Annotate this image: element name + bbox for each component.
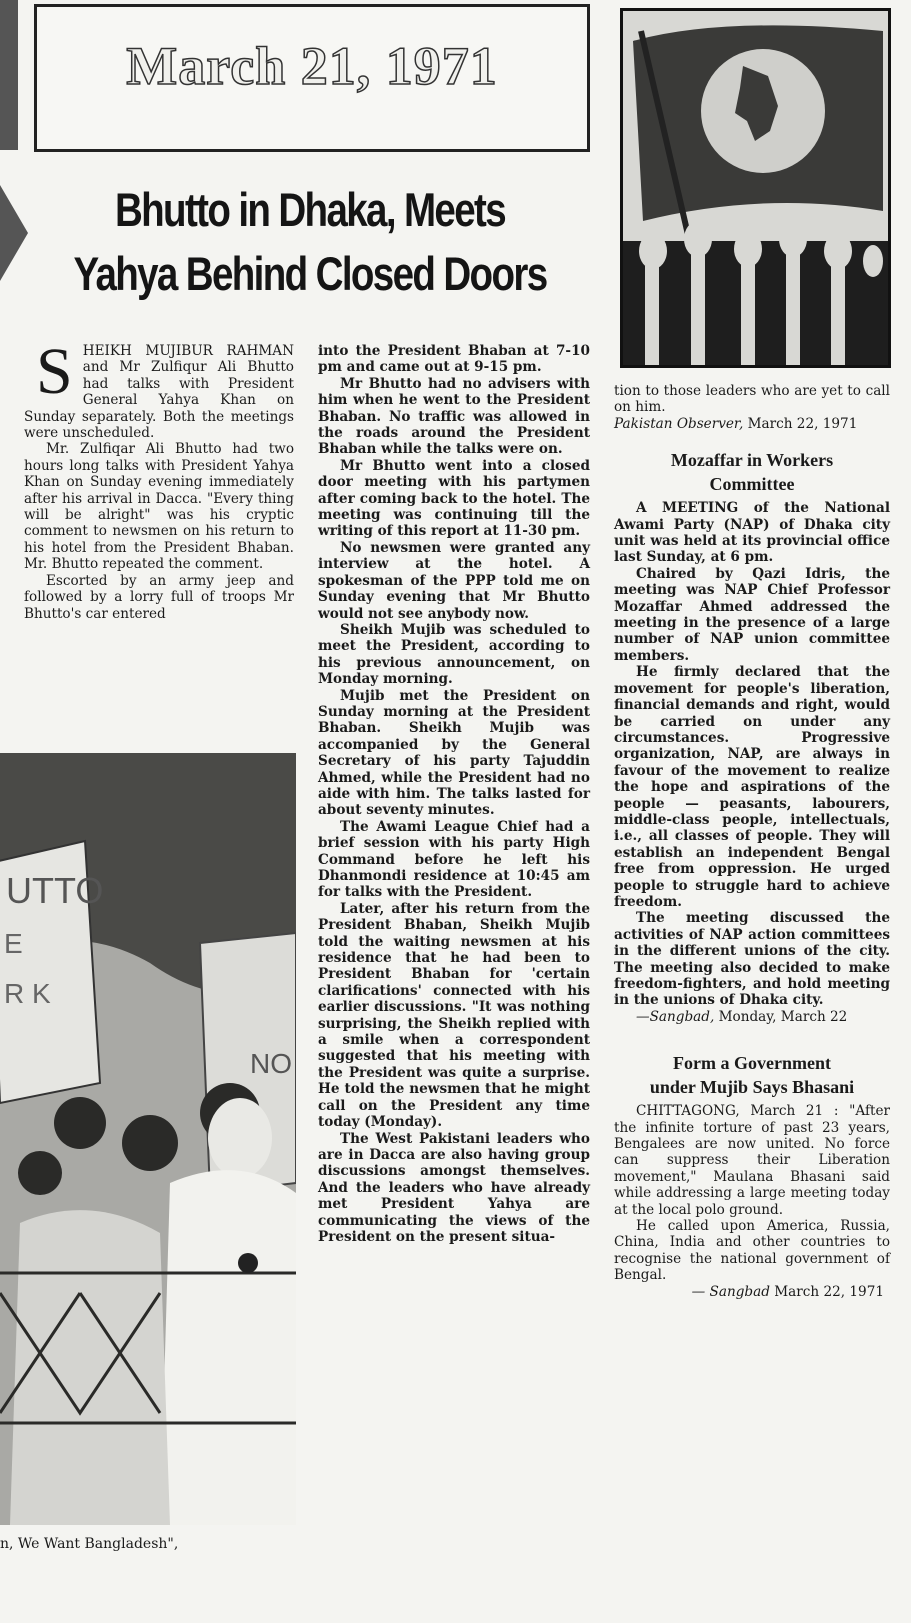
- paragraph: HEIKH MUJIBUR RAHMAN and Mr Zulfiqur Ali Bhutto had talks with President General Yahya Khan on Sunday separately. Both the meetings were unscheduled.: [24, 343, 294, 442]
- headline-line-1: Bhutto in Dhaka, Meets: [114, 183, 506, 236]
- paragraph: The meeting discussed the activities of NAP action committees in the different unions of the city. The meeting also decided to make freedom-fighters, and hold meeting in the unions of Dhaka city.: [614, 910, 890, 1009]
- paragraph: Later, after his return from the President Bhaban, Sheikh Mujib told the waiting newsmen at his residence that he had been to President Bhaban for 'certain clarifications' connected with his earlier discussions. "It was nothing surprising, the Sheikh replied with a smile when a correspondent suggested that his meeting with the President was quite a surprise. He told the newsmen that he might call on the President any time today (Monday).: [318, 900, 590, 1131]
- paragraph: Escorted by an army jeep and followed by a lorry full of troops Mr Bhutto's car entered: [24, 572, 294, 622]
- subheading: Mozaffar in Workers: [670, 450, 834, 471]
- source-line: [614, 416, 890, 432]
- source-date: Monday, March 22: [718, 1008, 848, 1025]
- paragraph: He firmly declared that the movement for people's liberation, financial demands and right, would be carried on under any circumstances. Progressive organization, NAP, are always in favour of the movement to realize the hope and aspirations of the people — peasants, labourers, middle-class people, intellectuals, i.e., all classes of people. They will establish an independent Bengal free from oppression. He urged people to struggle hard to achieve freedom.: [614, 664, 890, 910]
- subheading: Form a Government: [673, 1053, 831, 1074]
- paragraph: tion to those leaders who are yet to call on him.: [614, 383, 890, 416]
- paragraph: He called upon America, Russia, China, India and other countries to recognise the national government of Bengal.: [614, 1218, 890, 1284]
- source-date: March 22, 1971: [747, 415, 858, 432]
- subheading: under Mujib Says Bhasani: [649, 1077, 855, 1098]
- photo-caption: n, We Want Bangladesh",: [0, 1536, 179, 1552]
- source-line: [614, 1009, 890, 1025]
- left-edge-arrow: [0, 185, 28, 281]
- paragraph: No newsmen were granted any interview at the hotel. A spokesman of the PPP told me on Sunday evening that Mr Bhutto would not see anybody now.: [318, 539, 590, 622]
- paragraph: Mr Bhutto had no advisers with him when he went to the President Bhaban. No traffic was allowed in the roads around the President Bhaban while the talks were on.: [318, 375, 590, 458]
- paragraph: Mr Bhutto went into a closed door meeting with his partymen after coming back to the hotel. The meeting was continuing till the writing of this report at 11-30 pm.: [318, 457, 590, 540]
- paragraph: A MEETING of the National Awami Party (NAP) of Dhaka city unit was held at its provincial office last Sunday, at 6 pm.: [614, 500, 890, 566]
- paragraph: Mr. Zulfiqar Ali Bhutto had two hours long talks with President Yahya Khan on Sunday evening immediately after his arrival in Dacca. "Every thing will be alright" was his cryptic comment to newsmen on his return to his hotel from the President Bhaban. Mr. Bhutto repeated the comment.: [24, 441, 294, 573]
- source-name: — Sangbad: [691, 1283, 770, 1300]
- placard-letter: NO: [250, 1048, 292, 1079]
- main-headline: [72, 178, 548, 306]
- paragraph: Chaired by Qazi Idris, the meeting was NAP Chief Professor Mozaffar Ahmed addressed the meeting in the presence of a large number of NAP union committee members.: [614, 565, 890, 664]
- paragraph: The West Pakistani leaders who are in Dacca are also having group discussions amongst themselves. And the leaders who have already met President Yahya are communicating the views of the President on the present situa-: [318, 1130, 590, 1245]
- source-name: Pakistan Observer,: [614, 415, 744, 432]
- date-box: [34, 4, 590, 152]
- placard-letter: R K: [4, 978, 51, 1009]
- headline-line-2: Yahya Behind Closed Doors: [73, 247, 547, 300]
- paragraph: CHITTAGONG, March 21 : "After the infinite torture of past 23 years, Bengalees are now united. No force can suppress their Liberation movement," Maulana Bhasani said while addressing a large meeting today at the local polo ground.: [614, 1103, 890, 1218]
- source-line: [614, 1284, 890, 1300]
- date-text: March 21, 1971: [126, 36, 498, 96]
- subheading: Committee: [709, 474, 795, 495]
- source-date: March 22, 1971: [774, 1283, 884, 1300]
- article-column-1: [24, 335, 294, 622]
- dropcap: S: [36, 335, 73, 408]
- flag-fists-drawing: [623, 11, 888, 365]
- placard-text: UTTO: [6, 870, 104, 911]
- paragraph: Sheikh Mujib was scheduled to meet the President, according to his previous announcement, on Monday morning.: [318, 621, 590, 688]
- article-column-3: [614, 383, 890, 1300]
- flag-illustration: [620, 8, 891, 368]
- left-edge-decoration: [0, 0, 18, 150]
- article-column-2: [318, 343, 590, 1245]
- paragraph: The Awami League Chief had a brief session with his party High Command before he left his Dhanmondi residence at 10:45 am for talks with the President.: [318, 818, 590, 901]
- paragraph: into the President Bhaban at 7-10 pm and came out at 9-15 pm.: [318, 343, 590, 376]
- protest-drawing: [0, 753, 296, 1525]
- source-name: —Sangbad,: [636, 1008, 715, 1025]
- placard-letter: E: [4, 928, 23, 959]
- paragraph: Mujib met the President on Sunday morning at the President Bhaban. Sheikh Mujib was accompanied by the General Secretary of his party Tajuddin Ahmed, while the President had no aide with him. The talks lasted for about seventy minutes.: [318, 687, 590, 819]
- protest-photo: [0, 753, 296, 1525]
